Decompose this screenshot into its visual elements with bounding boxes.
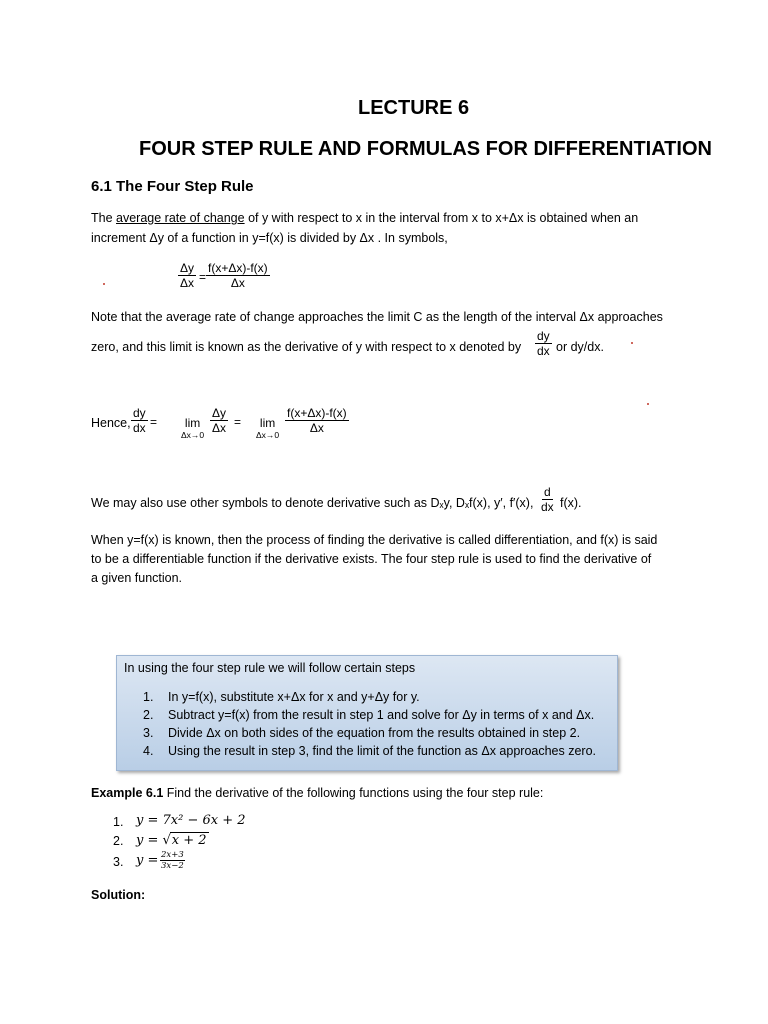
- step-number: 2.: [143, 708, 154, 722]
- formula1-rhs-num: f(x+Δx)-f(x): [208, 261, 268, 275]
- formula2-dx: dx: [133, 421, 146, 435]
- step-text: Using the result in step 3, find the limit of the function as Δx approaches zero.: [168, 744, 597, 758]
- formula2-delta-fraction: [210, 406, 228, 435]
- formula2-equals-2: =: [234, 415, 242, 429]
- formula1-lhs-num: Δy: [180, 261, 195, 275]
- section-heading: 6.1 The Four Step Rule: [91, 178, 254, 195]
- example-item-number: 1.: [113, 815, 124, 829]
- paragraph-other-symbols: We may also use other symbols to denote derivative such as Dₓy, Dₓf(x), y′, f′(x),: [91, 496, 534, 510]
- example-item-3-fraction: [160, 850, 185, 871]
- step-number: 3.: [143, 726, 154, 740]
- para1-pre: The: [91, 211, 117, 225]
- step-number: 1.: [143, 690, 154, 704]
- example-statement: [91, 783, 543, 803]
- formula2-limit-2: [256, 416, 279, 440]
- steps-box-title: In using the four step rule we will follow certain steps: [124, 661, 416, 675]
- formula2-lim2-label: lim: [259, 416, 276, 430]
- para1-post: of y with respect to x in the interval from x to x+Δx is obtained when an: [244, 211, 639, 225]
- formula2-lim2-sub: Δx→0: [256, 430, 280, 440]
- decorative-speck: [103, 283, 105, 285]
- paragraph-differentiation-line3: a given function.: [91, 571, 183, 585]
- lecture-title: LECTURE 6: [358, 97, 470, 119]
- para1-underlined-term: average rate of change: [116, 211, 245, 225]
- paragraph-differentiation-line1: When y=f(x) is known, then the process of finding the derivative is called differentiation, and f(x) is said: [91, 533, 658, 547]
- para3-frac-den: dx: [541, 500, 554, 514]
- para3-post: f(x).: [560, 496, 582, 510]
- example-item-2-radicand: x + 2: [171, 833, 207, 848]
- example-item-2-pre: y = √: [136, 833, 171, 848]
- para2-post: or dy/dx.: [556, 340, 604, 354]
- example-item-3-den: 3x−2: [161, 861, 184, 871]
- formula2-num: f(x+Δx)-f(x): [287, 406, 347, 420]
- example-item-3-pre: y =: [136, 853, 159, 868]
- decorative-speck: [647, 403, 649, 405]
- paragraph-limit-note-line2: zero, and this limit is known as the derivative of y with respect to x denoted by: [91, 340, 522, 354]
- step-number: 4.: [143, 744, 154, 758]
- formula2-limit-1: [181, 416, 204, 440]
- formula2-prefix: Hence,: [91, 416, 131, 430]
- example-item-2-expression: [136, 832, 209, 848]
- example-item-3-num: 2x+3: [161, 850, 184, 860]
- formula1-equals: =: [199, 270, 207, 284]
- paragraph-average-rate: [91, 208, 638, 228]
- para3-frac-num: d: [544, 485, 551, 499]
- four-step-rule-box: [116, 655, 618, 771]
- formula2-lim1-sub: Δx→0: [181, 430, 205, 440]
- example-item-1-expression: y = 7x² − 6x + 2: [136, 813, 246, 828]
- paragraph-limit-note: Note that the average rate of change approaches the limit C as the length of the interval Δx approaches: [91, 310, 663, 324]
- step-text: Divide Δx on both sides of the equation from the results obtained in step 2.: [168, 726, 581, 740]
- formula2-equals-1: =: [150, 415, 158, 429]
- formula2-delta-x: Δx: [212, 421, 227, 435]
- formula1-rhs-fraction: [206, 261, 270, 290]
- formula2-den: Δx: [309, 421, 324, 435]
- formula1-lhs-fraction: [178, 261, 196, 290]
- para3-d-dx-fraction: [539, 485, 556, 514]
- formula1-rhs-den: Δx: [230, 276, 245, 290]
- main-title: FOUR STEP RULE AND FORMULAS FOR DIFFERENTIATION: [139, 138, 712, 160]
- example-item-number: 2.: [113, 834, 124, 848]
- example-item-number: 3.: [113, 855, 124, 869]
- step-text: Subtract y=f(x) from the result in step 1 and solve for Δy in terms of x and Δx.: [168, 708, 595, 722]
- decorative-speck: [631, 342, 633, 344]
- paragraph-differentiation-line2: to be a differentiable function if the derivative exists. The four step rule is used to find the derivative of: [91, 552, 652, 566]
- para2-frac-num: dy: [537, 329, 550, 343]
- solution-label: Solution:: [91, 888, 146, 902]
- formula2-dydx: [131, 406, 148, 435]
- formula2-main-fraction: [285, 406, 349, 435]
- formula2-delta-y: Δy: [212, 406, 227, 420]
- para2-frac-den: dx: [537, 344, 550, 358]
- formula2-dy: dy: [133, 406, 146, 420]
- step-text: In y=f(x), substitute x+Δx for x and y+Δy for y.: [168, 690, 420, 704]
- para2-dy-dx-fraction: [535, 329, 552, 358]
- formula1-lhs-den: Δx: [180, 276, 195, 290]
- example-text: Find the derivative of the following functions using the four step rule:: [163, 786, 544, 800]
- paragraph-average-rate-line2: increment Δy of a function in y=f(x) is divided by Δx . In symbols,: [91, 231, 448, 245]
- example-label: Example 6.1: [91, 786, 164, 800]
- formula2-lim1-label: lim: [184, 416, 201, 430]
